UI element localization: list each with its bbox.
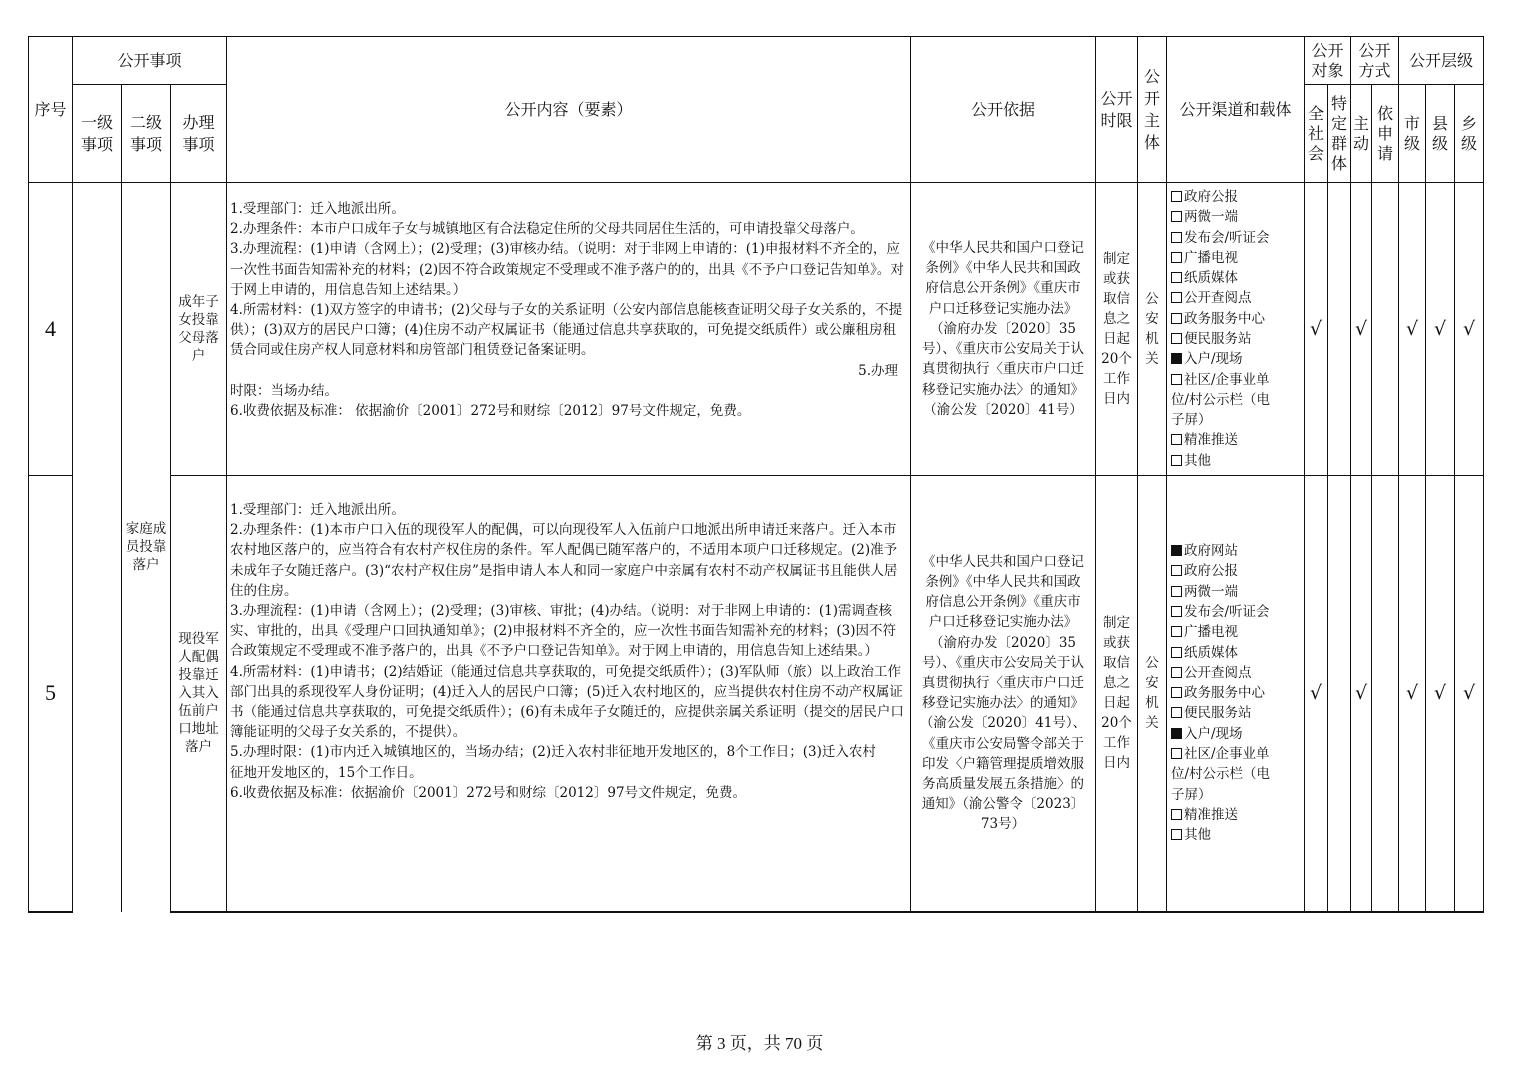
header-content: 公开内容（要素） <box>227 37 911 183</box>
channel-item: 政务服务中心 <box>1171 309 1302 329</box>
checkbox-checked-icon <box>1171 728 1182 739</box>
header-target-all: 全社会 <box>1305 85 1328 183</box>
channel-item: 位/村公示栏（电 <box>1171 766 1271 783</box>
mark-specific <box>1328 476 1351 912</box>
channel-item: 政府公报 <box>1171 187 1302 207</box>
checkbox-icon <box>1171 455 1182 466</box>
checkbox-checked-icon <box>1171 353 1182 364</box>
header-level: 公开层级 <box>1399 37 1484 85</box>
checkbox-icon <box>1171 647 1182 658</box>
mark-apply <box>1372 183 1399 476</box>
channel-item: 政府网站 <box>1171 541 1302 561</box>
header-handle: 办理事项 <box>171 85 227 183</box>
channel-item: 子屏） <box>1171 786 1212 803</box>
header-channel: 公开渠道和载体 <box>1167 37 1305 183</box>
content-line: 5.办理时限：(1)市内迁入城镇地区的，当场办结；(2)迁入农村非征地开发地区的，8个工作日；(3)迁入农村征地开发地区的，15个工作日。 <box>230 744 876 781</box>
content-line: 2.办理条件：本市户口成年子女与城镇地区有合法稳定住所的父母共同居住生活的，可申请投靠父母落户。 <box>230 221 864 238</box>
row-seq: 4 <box>29 183 73 476</box>
row-seq: 5 <box>29 476 73 912</box>
header-subject: 公开主体 <box>1138 37 1167 183</box>
mark-town: √ <box>1455 476 1484 912</box>
mark-active: √ <box>1351 476 1372 912</box>
header-method-active: 主动 <box>1351 85 1372 183</box>
channel-item: 社区/企事业单 <box>1171 370 1302 390</box>
row-handle: 现役军人配偶投靠迁入其入伍前户口地址落户 <box>171 476 227 912</box>
content-line: 5.办理 <box>858 362 898 379</box>
channel-item: 公开查阅点 <box>1171 663 1302 683</box>
channel-item: 广播电视 <box>1171 622 1302 642</box>
channel-item: 发布会/听证会 <box>1171 602 1302 622</box>
row-basis: 《中华人民共和国户口登记条例》《中华人民共和国政府信息公开条例》《重庆市户口迁移登记实施办法》（渝府办发〔2020〕35号）、《重庆市公安局关于认真贯彻执行〈重庆市户口迁移登记实施办法〉的通知》（渝公发〔2020〕41号） <box>911 183 1096 476</box>
header-target: 公开对象 <box>1305 37 1351 85</box>
row-channels <box>1167 183 1305 476</box>
header-method: 公开方式 <box>1351 37 1399 85</box>
checkbox-icon <box>1171 586 1182 597</box>
checkbox-icon <box>1171 748 1182 759</box>
row-time-limit: 制定或获取信息之日起20个工作日内 <box>1096 183 1138 476</box>
page-footer: 第 3 页，共 70 页 <box>695 1034 824 1053</box>
mark-all: √ <box>1305 476 1328 912</box>
checkbox-icon <box>1171 292 1182 303</box>
content-line: 时限：当场办结。 <box>230 382 338 399</box>
checkbox-icon <box>1171 252 1182 263</box>
content-line: 6.收费依据及标准： 依据渝价〔2001〕272号和财综〔2012〕97号文件规定，免费。 <box>230 403 751 420</box>
checkbox-icon <box>1171 434 1182 445</box>
checkbox-icon <box>1171 667 1182 678</box>
checkbox-icon <box>1171 626 1182 637</box>
header-level1: 一级事项 <box>73 85 122 183</box>
channel-item: 社区/企事业单 <box>1171 744 1302 764</box>
mark-city: √ <box>1399 183 1426 476</box>
checkbox-icon <box>1171 707 1182 718</box>
row-time-limit: 制定或获取信息之日起20个工作日内 <box>1096 476 1138 912</box>
checkbox-icon <box>1171 272 1182 283</box>
channel-item: 两微一端 <box>1171 207 1302 227</box>
disclosure-table <box>28 36 1484 913</box>
mark-apply <box>1372 476 1399 912</box>
row-content <box>227 476 911 912</box>
mark-city: √ <box>1399 476 1426 912</box>
channel-item: 入户/现场 <box>1171 724 1302 744</box>
checkbox-icon <box>1171 829 1182 840</box>
checkbox-icon <box>1171 565 1182 576</box>
channel-item: 广播电视 <box>1171 248 1302 268</box>
channel-item: 精准推送 <box>1171 430 1302 450</box>
checkbox-icon <box>1171 687 1182 698</box>
channel-item: 纸质媒体 <box>1171 643 1302 663</box>
channel-item: 公开查阅点 <box>1171 288 1302 308</box>
channel-item: 其他 <box>1171 451 1302 471</box>
channel-item: 政府公报 <box>1171 561 1302 581</box>
header-time-limit: 公开时限 <box>1096 37 1138 183</box>
row-basis: 《中华人民共和国户口登记条例》《中华人民共和国政府信息公开条例》《重庆市户口迁移登记实施办法》（渝府办发〔2020〕35号）、《重庆市公安局关于认真贯彻执行〈重庆市户口迁移登记实施办法〉的通知》（渝公发〔2020〕41号）、《重庆市公安局警令部关于印发〈户籍管理提质增效服务高质量发展五条措施〉的通知》（渝公警令〔2023〕73号） <box>911 476 1096 912</box>
row-handle: 成年子女投靠父母落户 <box>171 183 227 476</box>
mark-town: √ <box>1455 183 1484 476</box>
row-level1-cell <box>73 183 122 912</box>
row-content <box>227 183 911 476</box>
checkbox-icon <box>1171 211 1182 222</box>
header-basis: 公开依据 <box>911 37 1096 183</box>
row-subject: 公安机关 <box>1138 476 1167 912</box>
checkbox-icon <box>1171 333 1182 344</box>
row-level2-cell: 家庭成员投靠落户 <box>122 183 171 912</box>
content-line: 1.受理部门：迁入地派出所。 <box>230 201 405 217</box>
header-method-apply: 依申请 <box>1372 85 1399 183</box>
content-line: 6.收费依据及标准：依据渝价〔2001〕272号和财综〔2012〕97号文件规定，免费。 <box>230 784 747 801</box>
channel-item: 两微一端 <box>1171 582 1302 602</box>
header-level-county: 县级 <box>1426 85 1455 183</box>
table-row <box>29 476 1484 912</box>
channel-item: 纸质媒体 <box>1171 268 1302 288</box>
channel-item: 便民服务站 <box>1171 329 1302 349</box>
checkbox-icon <box>1171 191 1182 202</box>
content-line: 4.所需材料：(1)申请书；(2)结婚证（能通过信息共享获取的，可免提交纸质件）；(3)军队师（旅）以上政治工作部门出具的系现役军人身份证明；(4)迁入人的居民户口簿；(5)迁入农村地区的，应当提供农村住房不动产权属证书（能通过信息共享获取的，可免提交纸质件）；(6)有未成年子女随迁的，应提供亲属关系证明（提交的居民户口簿能证明的父母子女关系的，不提供）。 <box>230 663 904 741</box>
header-target-specific: 特定群体 <box>1328 85 1351 183</box>
channel-item: 位/村公示栏（电 <box>1171 391 1271 408</box>
header-level-town: 乡级 <box>1455 85 1484 183</box>
channel-item: 便民服务站 <box>1171 703 1302 723</box>
mark-specific <box>1328 183 1351 476</box>
mark-active: √ <box>1351 183 1372 476</box>
mark-all: √ <box>1305 183 1328 476</box>
checkbox-checked-icon <box>1171 545 1182 556</box>
row-subject: 公安机关 <box>1138 183 1167 476</box>
channel-item: 发布会/听证会 <box>1171 228 1302 248</box>
checkbox-icon <box>1171 313 1182 324</box>
content-line: 3.办理流程：(1)申请（含网上）；(2)受理；(3)审核办结。（说明：对于非网上申请的：(1)申报材料不齐全的，应一次性书面告知需补充的材料；(2)因不符合政策规定不受理或不准予落户的的，出具《不予户口登记告知单》。对于网上申请的，用信息告知上述结果。） <box>230 241 904 298</box>
channel-item: 政务服务中心 <box>1171 683 1302 703</box>
checkbox-icon <box>1171 374 1182 385</box>
channel-item: 入户/现场 <box>1171 349 1302 369</box>
checkbox-icon <box>1171 809 1182 820</box>
channel-item: 精准推送 <box>1171 805 1302 825</box>
content-line: 3.办理流程：(1)申请（含网上）；(2)受理；(3)审核、审批；(4)办结。（说明：对于非网上申请的：(1)需调查核实、审批的，出具《受理户口回执通知单》；(2)申报材料不齐全的，应一次性书面告知需补充的材料；(3)因不符合政策规定不受理或不准予落户的，出具《不予户口登记告知单》。对于网上申请的，用信息告知上述结果。） <box>230 603 896 660</box>
channel-item: 子屏） <box>1171 412 1212 429</box>
header-level-city: 市级 <box>1399 85 1426 183</box>
header-seq: 序号 <box>29 37 73 183</box>
mark-county: √ <box>1426 183 1455 476</box>
header-matters: 公开事项 <box>73 37 227 85</box>
mark-county: √ <box>1426 476 1455 912</box>
content-line: 1.受理部门：迁入地派出所。 <box>230 502 405 518</box>
table-row <box>29 183 1484 476</box>
row-channels <box>1167 476 1305 912</box>
header-level2: 二级事项 <box>122 85 171 183</box>
content-line: 4.所需材料：(1)双方签字的申请书；(2)父母与子女的关系证明（公安内部信息能核查证明父母子女关系的，不提供）；(3)双方的居民户口簿；(4)住房不动产权属证书（能通过信息共享获取的，可免提交纸质件）或公廉租房租赁合同或住房产权人同意材料和房管部门租赁登记备案证明。 <box>230 302 903 359</box>
checkbox-icon <box>1171 232 1182 243</box>
channel-item: 其他 <box>1171 825 1302 845</box>
checkbox-icon <box>1171 606 1182 617</box>
content-line: 2.办理条件：(1)本市户口入伍的现役军人的配偶，可以向现役军人入伍前户口地派出所申请迁来落户。迁入本市农村地区落户的，应当符合有农村产权住房的条件。军人配偶已随军落户的，不适用本项户口迁移规定。(2)准予未成年子女随迁落户。(3)“农村产权住房”是指申请人本人和同一家庭户中亲属有农村不动产权属证书且能供人居住的住房。 <box>230 522 898 599</box>
